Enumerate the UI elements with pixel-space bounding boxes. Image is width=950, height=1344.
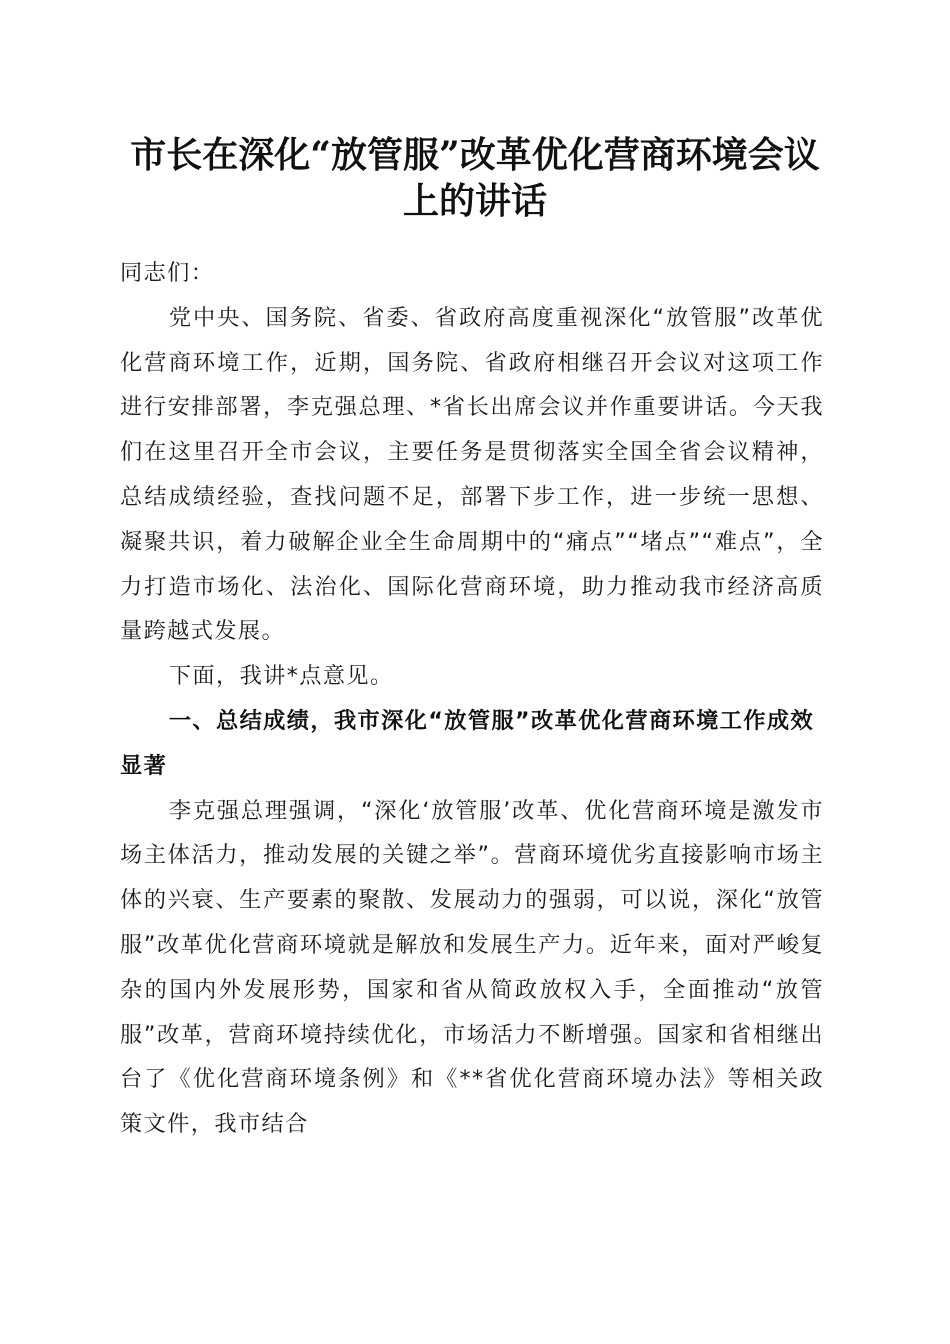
title-line-2: 上的讲话 (402, 180, 547, 222)
salutation: 同志们： (120, 260, 215, 286)
document-body (120, 251, 824, 1147)
section-heading-1: 一、总结成绩，我市深化“放管服”改革优化营商环境工作成效显著 (120, 707, 815, 779)
section-paragraph-1: 李克强总理强调，“深化‘放管服’改革、优化营商环境是激发市场主体活力，推动发展的关键之举”。营商环境优劣直接影响市场主体的兴衰、生产要素的聚散、发展动力的强弱，可以说，深化“放管服”改革优化营商环境就是解放和发展生产力。近年来，面对严峻复杂的国内外发展形势，国家和省从简政放权入手，全面推动“放管服”改革，营商环境持续优化，市场活力不断增强。国家和省相继出台了《优化营商环境条例》和《**省优化营商环境办法》等相关政策文件，我市结合 (120, 797, 824, 1138)
title-line-1: 市长在深化“放管服”改革优化营商环境会议 (130, 134, 820, 176)
paragraph-points: 下面，我讲*点意见。 (168, 663, 394, 690)
paragraph-intro: 党中央、国务院、省委、省政府高度重视深化“放管服”改革优化营商环境工作，近期，国务院、省政府相继召开会议对这项工作进行安排部署，李克强总理、*省长出席会议并作重要讲话。今天我们在这里召开全市会议，主要任务是贯彻落实全国全省会议精神，总结成绩经验，查找问题不足，部署下步工作，进一步统一思想、凝聚共识，着力破解企业全生命周期中的“痛点”“堵点”“难点”，全力打造市场化、法治化、国际化营商环境，助力推动我市经济高质量跨越式发展。 (120, 304, 824, 645)
document-title (110, 132, 840, 224)
